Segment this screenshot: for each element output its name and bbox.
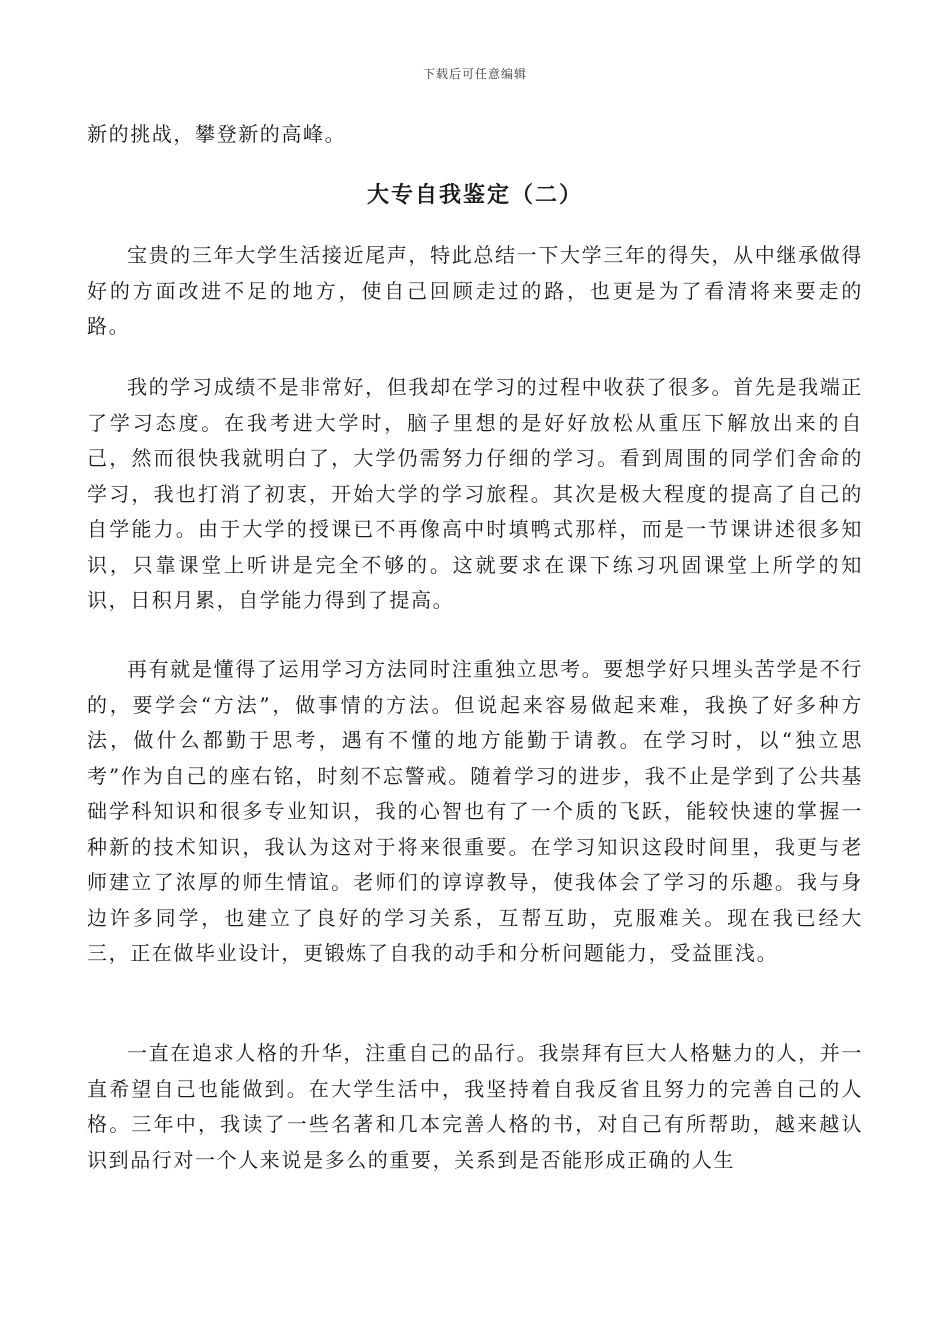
paragraph-4: 一直在追求人格的升华，注重自己的品行。我崇拜有巨大人格魅力的人，并一直希望自己也能做到。在大学生活中，我坚持着自我反省且努力的完善自己的人格。三年中，我读了一些名著和几本完善人格的书，对自己有所帮助，越来越认识到品行对一个人来说是多么的重要，关系到是否能形成正确的人生 (87, 1041, 863, 1172)
paragraph-1: 宝贵的三年大学生活接近尾声，特此总结一下大学三年的得失，从中继承做得好的方面改进不足的地方，使自己回顾走过的路，也更是为了看清将来要走的路。 (87, 243, 863, 338)
header-note: 下载后可任意编辑 (422, 67, 527, 81)
paragraph-2: 我的学习成绩不是非常好，但我却在学习的过程中收获了很多。首先是我端正了学习态度。在我考进大学时，脑子里想的是好好放松从重压下解放出来的自己，然而很快我就明白了，大学仍需努力仔细的学习。看到周围的同学们舍命的学习，我也打消了初衷，开始大学的学习旅程。其次是极大程度的提高了自己的自学能力。由于大学的授课已不再像高中时填鸭式那样，而是一节课讲述很多知识，只靠课堂上听讲是完全不够的。这就要求在课下练习巩固课堂上所学的知识，日积月累，自学能力得到了提高。 (87, 375, 863, 612)
continuation-text: 新的挑战，攀登新的高峰。 (87, 122, 347, 146)
paragraph-3: 再有就是懂得了运用学习方法同时注重独立思考。要想学好只埋头苦学是不行的，要学会“方法”，做事情的方法。但说起来容易做起来难，我换了好多种方法，做什么都勤于思考，遇有不懂的地方能勤于请教。在学习时，以“独立思考”作为自己的座右铭，时刻不忘警戒。随着学习的进步，我不止是学到了公共基础学科知识和很多专业知识，我的心智也有了一个质的飞跃，能较快速的掌握一种新的技术知识，我认为这对于将来很重要。在学习知识这段时间里，我更与老师建立了浓厚的师生情谊。老师们的谆谆教导，使我体会了学习的乐趣。我与身边许多同学，也建立了良好的学习关系，互帮互助，克服难关。现在我已经大三，正在做毕业设计，更锻炼了自我的动手和分析问题能力，受益匪浅。 (87, 657, 863, 965)
section-title: 大专自我鉴定（二） (366, 183, 583, 208)
